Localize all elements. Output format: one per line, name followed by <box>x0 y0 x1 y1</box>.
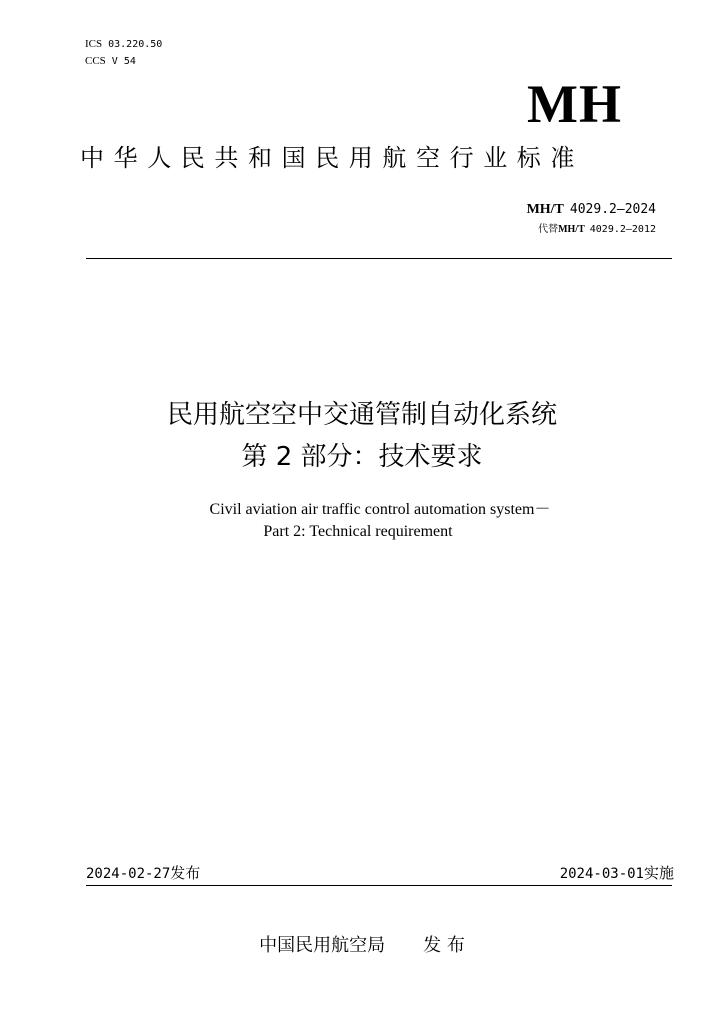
replaces-standard <box>538 222 656 238</box>
standard-prefix: MH/T <box>526 202 564 217</box>
bottom-divider <box>86 885 672 886</box>
document-title-en-line2: Part 2: Technical requirement <box>263 523 453 540</box>
industry-standard-title: 中华人民共和国民用航空行业标准 <box>80 144 584 172</box>
ics-line <box>85 36 162 53</box>
ics-label: ICS <box>85 38 103 50</box>
document-title-zh-line2: 第 2 部分：技术要求 <box>241 442 483 472</box>
implement-label: 实施 <box>643 864 674 882</box>
standard-number <box>527 199 656 220</box>
mh-logo: MH <box>527 74 622 134</box>
publish-date-value: 2024-02-27 <box>86 866 171 882</box>
implement-date-value: 2024-03-01 <box>559 866 644 882</box>
ccs-line <box>85 53 162 70</box>
ccs-value: V 54 <box>111 56 136 67</box>
publish-date <box>86 862 200 885</box>
document-title-en-line1: Civil aviation air traffic control automation system－ <box>209 501 551 518</box>
issuer-name: 中国民用航空局 <box>259 935 386 956</box>
standard-number-value: 4029.2—2024 <box>569 202 656 217</box>
issuer-action: 发 布 <box>423 935 465 956</box>
ccs-label: CCS <box>85 55 106 67</box>
replace-number: 4029.2—2012 <box>589 224 656 235</box>
replace-prefix: 代替 <box>538 224 559 235</box>
classification-codes <box>85 36 162 70</box>
replace-code: MH/T <box>558 224 585 235</box>
top-divider <box>86 258 672 259</box>
publish-label: 发布 <box>170 864 201 882</box>
implement-date <box>560 862 674 885</box>
ics-value: 03.220.50 <box>108 39 163 50</box>
document-title-zh-line1: 民用航空空中交通管制自动化系统 <box>166 400 557 430</box>
issuer <box>0 934 724 958</box>
